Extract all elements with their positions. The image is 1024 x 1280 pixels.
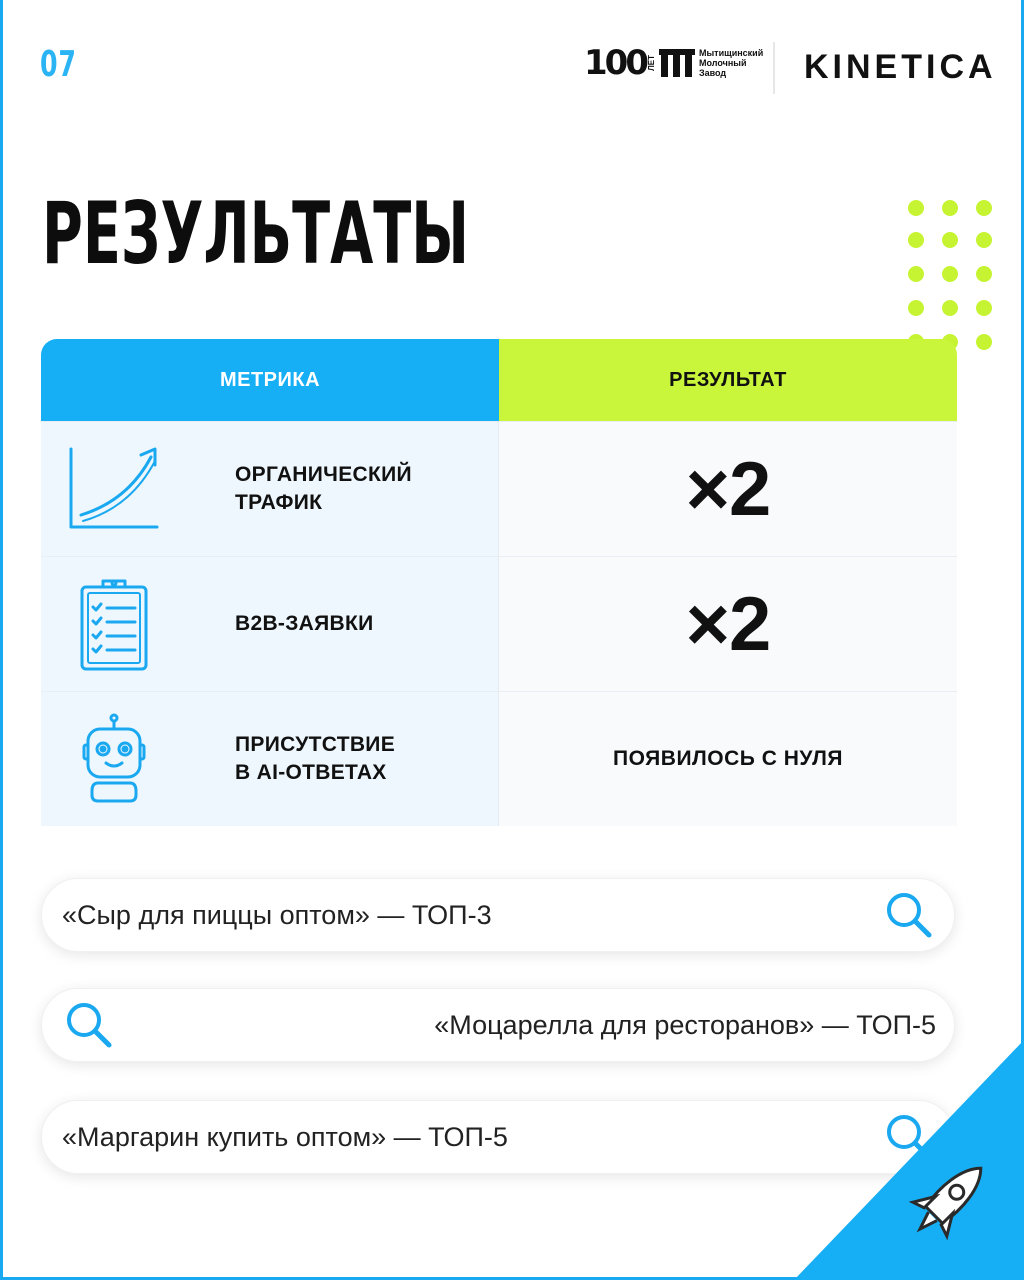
- mmz-logo-number: 100: [584, 43, 646, 83]
- corner-triangle: [794, 1040, 1024, 1280]
- search-icon[interactable]: [64, 1000, 114, 1050]
- result-cell: [499, 557, 957, 691]
- mmz-logo-text: [699, 48, 769, 78]
- metric-cell: [41, 422, 499, 556]
- decor-dot: [976, 300, 992, 316]
- mmz-logo: [584, 43, 769, 83]
- search-query: «Сыр для пиццы оптом» — ТОП-3: [62, 899, 492, 930]
- mmz-logo-line: Молочный: [698, 58, 747, 68]
- results-table: [41, 339, 957, 826]
- decor-dot: [908, 300, 924, 316]
- growth-chart-icon: [49, 447, 179, 531]
- table-row: [41, 421, 957, 556]
- decor-dot: [942, 232, 958, 248]
- mmz-logo-line: Мытищинский: [698, 48, 764, 58]
- clipboard-checklist-icon: [49, 577, 179, 671]
- search-bar[interactable]: [41, 878, 955, 952]
- robot-icon: [49, 713, 179, 805]
- search-query: «Маргарин купить оптом» — ТОП-5: [62, 1121, 508, 1152]
- result-value: ×2: [685, 581, 771, 667]
- mmz-logo-years: ЛЕТ: [646, 55, 656, 71]
- decor-dots: [904, 196, 1004, 356]
- mmz-logo-mark-icon: [659, 49, 695, 77]
- decor-dot: [976, 232, 992, 248]
- metric-label: B2B-ЗАЯВКИ: [235, 612, 374, 635]
- logo-divider: [773, 42, 775, 94]
- result-cell: [499, 422, 957, 556]
- table-header: [41, 339, 957, 421]
- decor-dot: [908, 200, 924, 216]
- decor-dot: [942, 266, 958, 282]
- metric-label: ПРИСУТСТВИЕ В AI-ОТВЕТАХ: [235, 733, 396, 784]
- decor-dot: [976, 334, 992, 350]
- header-result: РЕЗУЛЬТАТ: [499, 339, 957, 421]
- search-query: «Моцарелла для ресторанов» — ТОП-5: [434, 1009, 936, 1040]
- decor-dot: [942, 200, 958, 216]
- decor-dot: [908, 266, 924, 282]
- corner-decor: [794, 1040, 1024, 1280]
- metric-cell: [41, 692, 499, 826]
- decor-dot: [976, 266, 992, 282]
- page-number: 07: [40, 44, 77, 85]
- search-icon[interactable]: [884, 890, 934, 940]
- result-cell: [499, 692, 957, 826]
- table-row: [41, 556, 957, 691]
- mmz-logo-line: Завод: [698, 68, 727, 78]
- result-value: ×2: [685, 446, 771, 532]
- result-value: ПОЯВИЛОСЬ С НУЛЯ: [613, 747, 843, 770]
- decor-dot: [976, 200, 992, 216]
- metric-cell: [41, 557, 499, 691]
- decor-dot: [942, 300, 958, 316]
- page-title: РЕЗУЛЬТАТЫ: [42, 184, 469, 284]
- metric-label: ОРГАНИЧЕСКИЙ ТРАФИК: [235, 463, 412, 514]
- header-metric: МЕТРИКА: [41, 339, 499, 421]
- table-row: [41, 691, 957, 826]
- decor-dot: [908, 232, 924, 248]
- kinetica-logo: KINETICA: [804, 48, 997, 86]
